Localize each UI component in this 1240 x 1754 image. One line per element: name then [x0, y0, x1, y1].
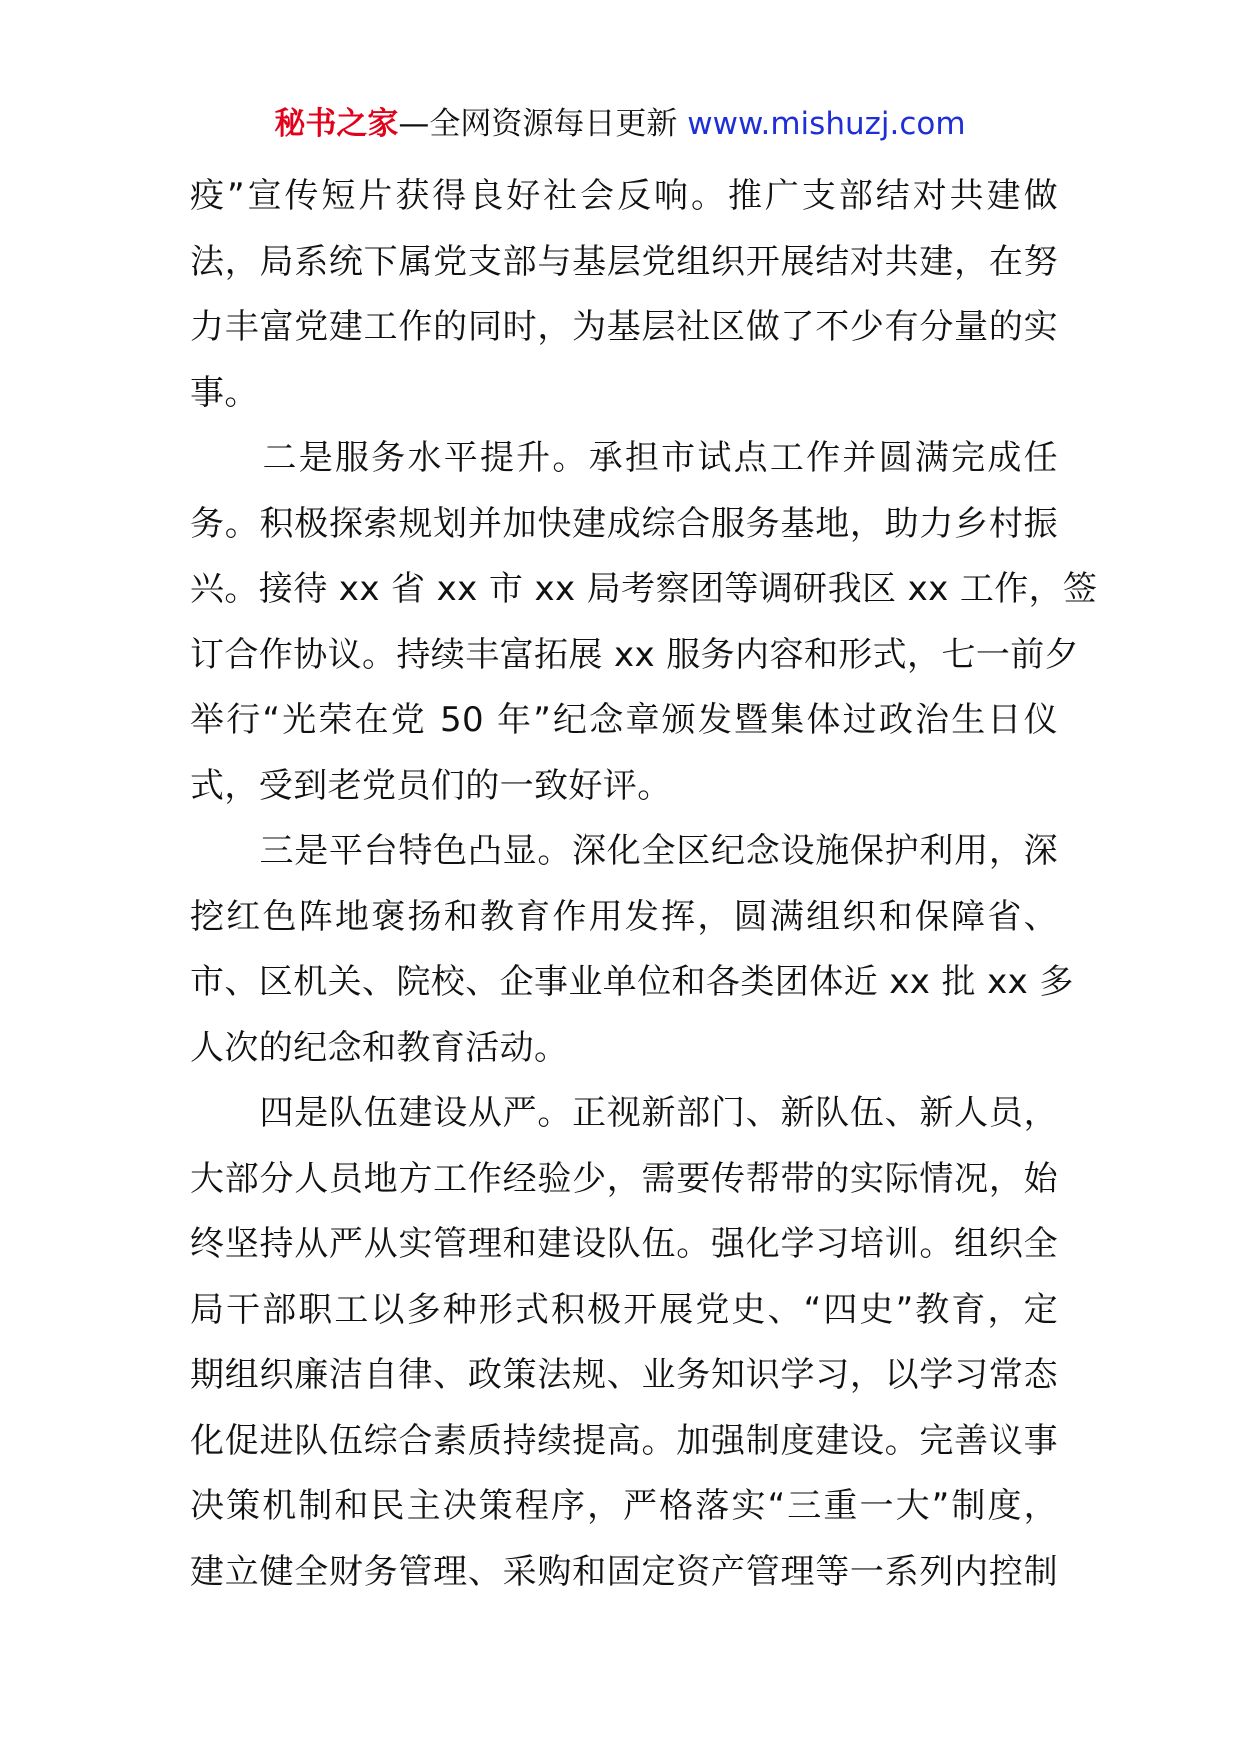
text-line: 局干部职工以多种形式积极开展党史、“四史”教育，定 [190, 1289, 1058, 1330]
text-line: 三是平台特色凸显。深化全区纪念设施保护利用，深 [190, 831, 1058, 871]
text-line: 挖红色阵地褒扬和教育作用发挥，圆满组织和保障省、 [190, 896, 1058, 937]
text-line: 大部分人员地方工作经验少，需要传帮带的实际情况，始 [190, 1158, 1058, 1199]
text-line: 化促进队伍综合素质持续提高。加强制度建设。完善议事 [190, 1420, 1058, 1461]
text-line: 力丰富党建工作的同时，为基层社区做了不少有分量的实 [190, 307, 1058, 347]
text-line: 举行“光荣在党 50 年”纪念章颁发暨集体过政治生日仪 [190, 700, 1058, 740]
site-brand: 秘书之家 [274, 106, 399, 142]
text-line: 市、区机关、院校、企事业单位和各类团体近 xx 批 xx 多 [190, 962, 1074, 1002]
text-line: 事。 [190, 372, 259, 413]
text-line: 疫”宣传短片获得良好社会反响。推广支部结对共建做 [190, 176, 1058, 216]
text-line: 二是服务水平提升。承担市试点工作并圆满完成任 [190, 438, 1058, 478]
text-line: 式，受到老党员们的一致好评。 [190, 765, 672, 806]
site-header [0, 104, 1240, 144]
text-line: 务。积极探索规划并加快建成综合服务基地，助力乡村振 [190, 503, 1058, 544]
text-line: 法，局系统下属党支部与基层党组织开展结对共建，在努 [190, 241, 1058, 282]
text-line: 决策机制和民主决策程序，严格落实“三重一大”制度， [190, 1486, 1058, 1526]
text-line: 建立健全财务管理、采购和固定资产管理等一系列内控制 [190, 1551, 1058, 1592]
site-tagline: —全网资源每日更新 [398, 106, 678, 142]
text-line: 终坚持从严从实管理和建设队伍。强化学习培训。组织全 [190, 1224, 1058, 1264]
document-body [190, 164, 1098, 1605]
text-line: 人次的纪念和教育活动。 [190, 1027, 569, 1068]
text-line: 期组织廉洁自律、政策法规、业务知识学习，以学习常态 [190, 1355, 1058, 1395]
text-line: 兴。接待 xx 省 xx 市 xx 局考察团等调研我区 xx 工作，签 [190, 569, 1098, 609]
text-line: 四是队伍建设从严。正视新部门、新队伍、新人员， [190, 1093, 1058, 1133]
site-url-link[interactable]: www.mishuzj.com [687, 106, 966, 142]
text-line: 订合作协议。持续丰富拓展 xx 服务内容和形式，七一前夕 [190, 634, 1080, 675]
